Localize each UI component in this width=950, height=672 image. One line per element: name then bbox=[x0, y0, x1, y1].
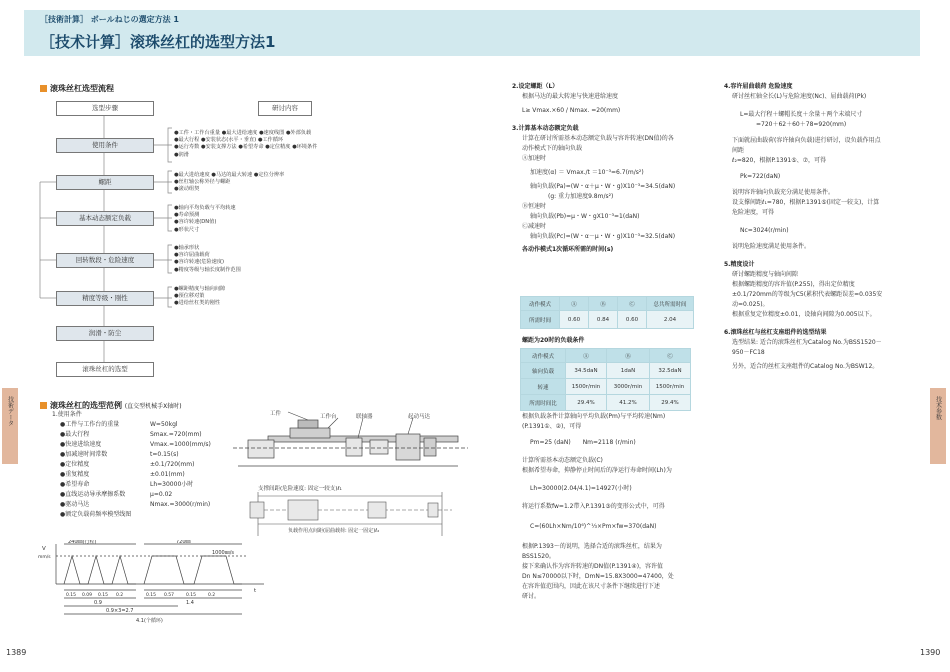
orange-square-icon bbox=[40, 402, 47, 409]
s4-length2: =720＋62＋60＋78=920(mm) bbox=[756, 121, 847, 128]
table-header-cell: Ⓒ bbox=[650, 349, 691, 363]
label-buckle-span: 负载作用点间距(屈曲载荷: 固定一固定)ℓ₂ bbox=[288, 528, 380, 534]
table-cell: 0.60 bbox=[560, 311, 589, 329]
s5-text: ±0.1/720mm的等级为C5(累积代表螺距误差=0.035安 bbox=[732, 291, 883, 298]
flow-bullets-speed: ●轴承形状 ●容许屈曲载荷 ●容许转速(危险速度) ●精度等级与轴长度制作范围 bbox=[174, 245, 241, 273]
mechanism-diagram bbox=[228, 410, 478, 550]
s4-pk-cond: ℓ₂=820，根据P.1391⑤、⑦，可得 bbox=[732, 157, 826, 164]
page-number-right: 1390 bbox=[920, 648, 941, 657]
s3-a: Ⓐ加速时 bbox=[522, 155, 547, 162]
s3-text: 动作模式下的轴向负载 bbox=[522, 145, 583, 152]
timing-speed: 1000㎜/s bbox=[212, 550, 235, 556]
lh-formula: Lh=30000(2.04/4.1)=14927(小时) bbox=[530, 485, 632, 492]
table-header-cell: Ⓑ bbox=[589, 297, 618, 311]
table-cell: 1500r/min bbox=[566, 379, 607, 395]
table-header-cell: Ⓑ bbox=[607, 349, 650, 363]
timing-seg: 0.15 bbox=[98, 593, 109, 598]
table-cell: 轴向负载 bbox=[521, 363, 566, 379]
avg-text: (P.1391①、②)，可得 bbox=[522, 423, 582, 430]
table-header-cell: 动作模式 bbox=[521, 297, 560, 311]
s2-text: 根据马达的最大转速与快速进给速度 bbox=[522, 93, 619, 100]
example-section-title: 滚珠丝杠的选型范例 (直交型机械手X轴时) bbox=[40, 400, 182, 411]
label-work: 工件 bbox=[270, 411, 282, 417]
s3-b: Ⓑ恒速时 bbox=[522, 203, 547, 210]
header-subtitle: ［技術計算］ ボールねじの選定方法 1 bbox=[40, 15, 179, 24]
side-tab-left[interactable]: 技術データ bbox=[2, 388, 18, 464]
side-tab-right[interactable]: 技术参数 bbox=[930, 388, 946, 464]
conditions-title: 1.使用条件 bbox=[52, 411, 82, 418]
s4-ok1: 说明容许轴向负载充分满足使用条件。 bbox=[732, 189, 835, 196]
table-cell: 0.84 bbox=[589, 311, 618, 329]
timing-sum2: 1.4 bbox=[186, 600, 194, 606]
table-cell: 0.60 bbox=[618, 311, 647, 329]
timing-seg: 0.15 bbox=[186, 593, 197, 598]
table-cell: 32.5daN bbox=[650, 363, 691, 379]
timing-total1: 0.9×3=2.7 bbox=[106, 608, 134, 614]
table-header-cell: 动作模式 bbox=[521, 349, 566, 363]
table-cell: 29.4% bbox=[650, 395, 691, 411]
end-text: Dn N≤70000以下时，DmN=15.8X3000=47400，处 bbox=[522, 573, 674, 580]
flow-step-accuracy: 精度等级・刚性 bbox=[56, 291, 154, 306]
avg-text: 根据负载条件计算轴向平均负载(Pm)与平均转速(Nm) bbox=[522, 413, 666, 420]
s4-length: L=最大行程＋螺帽长度＋余量＋两个末端尺寸 bbox=[740, 111, 863, 118]
flow-col1-header: 选型步骤 bbox=[56, 101, 154, 116]
s4-text: 研讨丝杠轴全长(L)与危险速度(Nc)、屈曲载荷(Pk) bbox=[732, 93, 867, 100]
timing-y-label: V bbox=[42, 546, 46, 552]
table-load-conditions bbox=[520, 348, 691, 411]
timing-seg: 0.15 bbox=[146, 593, 157, 598]
s5-text: 根据重复定位精度±0.01，设轴向间隙为0.005以下。 bbox=[732, 311, 876, 318]
table-cell: 1500r/min bbox=[650, 379, 691, 395]
fw-text: 将运行系数fw=1.2带入P.1391③的变形公式中，可得 bbox=[522, 503, 665, 510]
table-header-cell: Ⓐ bbox=[566, 349, 607, 363]
timing-seg: 0.2 bbox=[116, 593, 124, 598]
flow-step-lead: 螺距 bbox=[56, 175, 154, 190]
s4-nc: Nc=3024(r/min) bbox=[740, 227, 789, 234]
flow-section-title: 滚珠丝杠选型流程 bbox=[40, 83, 114, 94]
s2-title: 2.设定螺距（L） bbox=[512, 83, 559, 90]
flow-step-speed: 回转数段・危险速度 bbox=[56, 253, 154, 268]
s3-title: 3.计算基本动态额定负载 bbox=[512, 125, 579, 132]
timing-seg: 0.2 bbox=[208, 593, 216, 598]
accel-formula: 加速度(α) ＝ Vmax./t ＝10⁻³=6.7(m/s²) bbox=[530, 169, 644, 176]
table-cell: 2.04 bbox=[647, 311, 694, 329]
s5-text: 研讨螺距精度与轴向间隙 bbox=[732, 271, 799, 278]
flow-col2-header: 研讨内容 bbox=[258, 101, 312, 116]
timing-sum1: 0.9 bbox=[94, 600, 102, 606]
timing-seg: 0.15 bbox=[66, 593, 77, 598]
g-note: (g: 重力加速度9.8m/s²) bbox=[548, 193, 614, 200]
s5-text: 根据螺距精度的容许值(P.255)，得出定位精度 bbox=[732, 281, 855, 288]
right-column bbox=[724, 82, 882, 372]
flow-bullets-conditions: ●工件・工作台重量 ●最大进给速度 ●速度线图 ●外部负载 ●最大行程 ●安装状态(水平・垂直) ●工作循环 ●运行寿数 ●安装支撑方法 ●希望寿命 ●定位精度 ●环境条件 ●润滑 bbox=[174, 130, 318, 158]
table-cycle-time bbox=[520, 296, 694, 329]
middle-column-lower bbox=[522, 412, 674, 602]
s6-text: 950－FC18 bbox=[732, 349, 765, 356]
s4-ok2: 说明危险速度满足使用条件。 bbox=[732, 243, 811, 250]
table-header-cell: Ⓐ bbox=[560, 297, 589, 311]
s4-pk-text: 下面就屈曲载荷(容许轴向负载)进行研讨，设负载作用点 bbox=[732, 137, 881, 144]
flow-bullets-accuracy: ●螺距精度与轴向间隙 ●预位移对策 ●进给丝杠类的刚性 bbox=[174, 286, 226, 307]
s3-c: Ⓒ减速时 bbox=[522, 223, 547, 230]
label-coupling: 联轴器 bbox=[356, 414, 373, 420]
timing-y-unit: mm/s bbox=[38, 555, 51, 560]
timing-seg: 0.09 bbox=[82, 593, 93, 598]
label-support-span: 支撑间距(危险速度: 固定一较支)ℓ₁ bbox=[258, 486, 342, 492]
end-text: 研讨。 bbox=[522, 593, 541, 600]
conditions-values: W=50kgl Smax.=720(mm) Vmax.=1000(mm/s) t=0.15(s) ±0.1/720(mm) ±0.01(mm) Lh=30000小时 μ=0.02 Nmax.=3000(r/min) bbox=[150, 421, 211, 508]
middle-column bbox=[512, 82, 675, 255]
table-cell: 所需时间比 bbox=[521, 395, 566, 411]
table1-title: 各动作模式1次循环所需的时间(s) bbox=[522, 246, 614, 253]
s4-pk-text: 间距 bbox=[732, 147, 745, 154]
load-a: 轴向负载(Pa)=(W・α＋μ・W・g)X10⁻³=34.5(daN) bbox=[530, 183, 676, 190]
table-cell: 34.5daN bbox=[566, 363, 607, 379]
c-text: 计算所需基本动态额定负载(C) bbox=[522, 457, 603, 464]
timing-stroke2: 720㎜ bbox=[176, 540, 191, 545]
c-text: 根据希望寿命，抑静停止时间后的净运行寿命时间(Lh)为 bbox=[522, 467, 672, 474]
table-header-cell: Ⓒ bbox=[618, 297, 647, 311]
s2-formula: L≥ Vmax.×60 / Nmax. =20(mm) bbox=[522, 107, 621, 114]
label-table: 工作台 bbox=[320, 414, 337, 420]
table2-title: 螺距为20时的负载条件 bbox=[522, 337, 585, 344]
avg-result: Pm=25 (daN) Nm=2118 (r/min) bbox=[530, 439, 636, 446]
flow-step-selection: 滚珠丝杠的选型 bbox=[56, 362, 154, 377]
s3-text: 计算在研讨所需基本动态额定负载与容许转速(DN值)的各 bbox=[522, 135, 674, 142]
timing-seg: 0.57 bbox=[164, 593, 175, 598]
flow-step-lubrication: 润滑・防尘 bbox=[56, 326, 154, 341]
table-cell: 41.2% bbox=[607, 395, 650, 411]
timing-chart bbox=[36, 540, 266, 630]
flow-bullets-dynamic-load: ●轴向平均负载与平均转速 ●寿命预测 ●容许转速(DN值) ●形状尺寸 bbox=[174, 205, 236, 233]
table-header-cell: 总共所需时间 bbox=[647, 297, 694, 311]
s6-text: 选型结果: 适合的滚珠丝杠为Catalog No.为BSS1520－ bbox=[732, 339, 882, 346]
flow-step-conditions: 使用条件 bbox=[56, 138, 154, 153]
s4-nc-text: 危险速度，可得 bbox=[732, 209, 775, 216]
s6-text: 另外，适合的丝杠支座组件的Catalog No.为BSW12。 bbox=[732, 363, 879, 370]
table-cell: 29.4% bbox=[566, 395, 607, 411]
end-text: 接下来确认作为容许转速的DN值(P.1391④)，容许值 bbox=[522, 563, 664, 570]
load-c: 轴向负载(Pc)=(W・α－μ・W・g)X10⁻³=32.5(daN) bbox=[530, 233, 676, 240]
end-text: 在容许值范围内，因此在该尺寸条件下继续进行下述 bbox=[522, 583, 661, 590]
load-b: 轴向负载(Pb)=μ・W・gX10⁻³=1(daN) bbox=[530, 213, 640, 220]
s4-title: 4.容许屈曲载荷 危险速度 bbox=[724, 83, 793, 90]
label-motor: 起动马达 bbox=[408, 414, 431, 420]
conditions-labels: ●工件与工作台的重量 ●最大行程 ●快速进给速度 ●加减速时间常数 ●定位精度 ●重复精度 ●希望寿命 ●直线运动导承摩擦系数 ●驱动马达 ●额定负载荷频率模型线图 bbox=[60, 421, 132, 518]
s6-title: 6.滚珠丝杠与丝杠支座组件的选型结果 bbox=[724, 329, 827, 336]
table-cell: 1daN bbox=[607, 363, 650, 379]
end-text: 根据P.1393～的说明，选择合适的滚珠丝杠，结果为 bbox=[522, 543, 662, 550]
flow-step-dynamic-load: 基本动态额定负载 bbox=[56, 211, 154, 226]
table-cell: 3000r/min bbox=[607, 379, 650, 395]
timing-stroke: 240㎜(行程) bbox=[68, 540, 97, 545]
s4-pk: Pk=722(daN) bbox=[740, 173, 781, 180]
flow-bullets-lead: ●最大进给速度 ●马达的最大转速 ●定位分辨率 ●丝杠轴公称外径与螺距 ●滚动组契 bbox=[174, 172, 285, 193]
table-cell: 转速 bbox=[521, 379, 566, 395]
s4-nc-text: 设支撑间距ℓ₁=780，根据P.1391⑤(固定一较支)，计算 bbox=[732, 199, 880, 206]
timing-t-label: t bbox=[254, 588, 257, 594]
header-title: ［技术计算］滚珠丝杠的选型方法1 bbox=[40, 33, 276, 51]
page-number-left: 1389 bbox=[6, 648, 27, 657]
s5-title: 5.精度设计 bbox=[724, 261, 755, 268]
s5-text: 动=0.025)。 bbox=[732, 301, 769, 308]
c-formula: C=(60Lh×Nm/10⁶)^⅓×Pm×fw=370(daN) bbox=[530, 523, 657, 530]
timing-total2: 4.1(个循环) bbox=[136, 618, 163, 624]
end-text: BSS1520。 bbox=[522, 553, 555, 560]
table-cell: 所需时间 bbox=[521, 311, 560, 329]
